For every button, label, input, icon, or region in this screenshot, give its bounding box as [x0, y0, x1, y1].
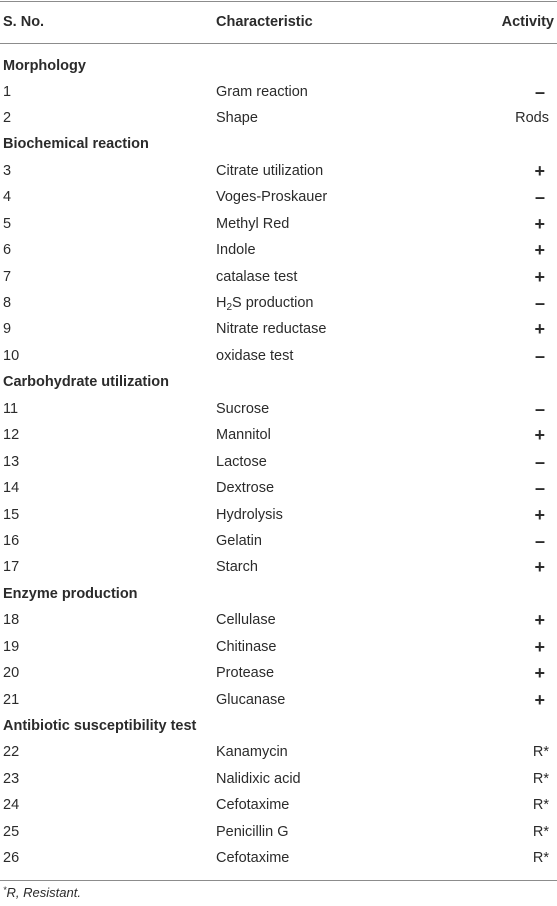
table-row: [0, 105, 557, 131]
row-number: 18: [3, 612, 20, 628]
table-row: [0, 660, 557, 686]
row-number: 22: [3, 744, 20, 760]
section-antibiotic-susceptibility: [0, 713, 557, 739]
table-row: [0, 792, 557, 818]
row-activity: –: [534, 187, 545, 207]
header-serial-number: S. No.: [3, 14, 45, 30]
characteristic-suffix: S production: [232, 295, 314, 311]
row-activity: –: [534, 399, 545, 419]
table-row: [0, 158, 557, 184]
section-morphology: [0, 53, 557, 79]
row-characteristic: Cefotaxime: [216, 797, 290, 813]
table-row: [0, 237, 557, 263]
row-activity: +: [534, 214, 545, 234]
row-number: 17: [3, 559, 20, 575]
row-activity: +: [534, 637, 545, 657]
row-characteristic: Protease: [216, 665, 275, 681]
row-activity: +: [534, 425, 545, 445]
table-row: [0, 554, 557, 580]
table-row: [0, 819, 557, 845]
row-number: 23: [3, 771, 20, 787]
row-number: 19: [3, 639, 20, 655]
row-number: 20: [3, 665, 20, 681]
table-top-rule: [0, 1, 557, 2]
row-number: 7: [3, 269, 12, 285]
section-carbohydrate-utilization: [0, 369, 557, 395]
table-header-row: [0, 9, 557, 35]
header-activity: Activity: [501, 14, 554, 30]
row-characteristic: Glucanase: [216, 692, 286, 708]
table-row: [0, 396, 557, 422]
row-activity: +: [534, 319, 545, 339]
row-number: 12: [3, 427, 20, 443]
row-activity: –: [534, 452, 545, 472]
row-activity: –: [534, 531, 545, 551]
row-activity: +: [534, 505, 545, 525]
row-activity: +: [534, 557, 545, 577]
row-activity: R*: [532, 771, 549, 787]
row-characteristic: Citrate utilization: [216, 163, 324, 179]
row-activity: +: [534, 610, 545, 630]
row-activity: –: [534, 478, 545, 498]
row-activity: –: [534, 82, 545, 102]
table-row: [0, 422, 557, 448]
row-characteristic: Dextrose: [216, 480, 275, 496]
header-characteristic: Characteristic: [216, 14, 313, 30]
footnote-text: R, Resistant.: [6, 885, 81, 900]
row-number: 14: [3, 480, 20, 496]
row-characteristic: Lactose: [216, 454, 267, 470]
table-row: [0, 316, 557, 342]
row-characteristic: Hydrolysis: [216, 507, 283, 523]
section-biochemical-reaction: [0, 131, 557, 157]
table-row: [0, 739, 557, 765]
row-activity: –: [534, 346, 545, 366]
table-row: [0, 687, 557, 713]
table-row: [0, 475, 557, 501]
row-characteristic: Penicillin G: [216, 824, 289, 840]
row-number: 6: [3, 242, 12, 258]
row-characteristic: catalase test: [216, 269, 298, 285]
characteristic-subscript: 2: [226, 302, 233, 313]
row-number: 1: [3, 84, 12, 100]
row-number: 21: [3, 692, 20, 708]
row-activity: +: [534, 240, 545, 260]
table-row: [0, 343, 557, 369]
row-characteristic: Gram reaction: [216, 84, 308, 100]
table-row: [0, 766, 557, 792]
row-number: 26: [3, 850, 20, 866]
characteristic-prefix: H: [216, 295, 227, 311]
section-label: Carbohydrate utilization: [3, 374, 169, 390]
table-row: [0, 845, 557, 871]
table-row: [0, 502, 557, 528]
table-row: [0, 290, 557, 316]
row-characteristic: Cellulase: [216, 612, 276, 628]
row-characteristic: Methyl Red: [216, 216, 290, 232]
table-header-rule: [0, 43, 557, 44]
row-activity: –: [534, 293, 545, 313]
section-enzyme-production: [0, 581, 557, 607]
row-characteristic: Nalidixic acid: [216, 771, 301, 787]
table-row: [0, 528, 557, 554]
table-bottom-rule: [0, 880, 557, 881]
row-activity: +: [534, 267, 545, 287]
row-activity: Rods: [515, 110, 549, 126]
section-label: Enzyme production: [3, 586, 138, 602]
table-row: [0, 79, 557, 105]
row-activity: R*: [532, 797, 549, 813]
table-footnote: [3, 885, 81, 900]
row-characteristic: Voges-Proskauer: [216, 189, 328, 205]
row-number: 24: [3, 797, 20, 813]
row-number: 5: [3, 216, 12, 232]
row-number: 2: [3, 110, 12, 126]
row-characteristic: Gelatin: [216, 533, 262, 549]
row-characteristic: Cefotaxime: [216, 850, 290, 866]
row-number: 15: [3, 507, 20, 523]
row-number: 4: [3, 189, 12, 205]
row-characteristic: Kanamycin: [216, 744, 288, 760]
table-row: [0, 264, 557, 290]
row-number: 25: [3, 824, 20, 840]
row-activity: +: [534, 690, 545, 710]
row-number: 9: [3, 321, 12, 337]
row-number: 16: [3, 533, 20, 549]
row-characteristic: Indole: [216, 242, 256, 258]
row-activity: R*: [532, 850, 549, 866]
table-row: [0, 607, 557, 633]
row-number: 3: [3, 163, 12, 179]
table-row: [0, 634, 557, 660]
row-characteristic: Mannitol: [216, 427, 271, 443]
table-row: [0, 184, 557, 210]
section-label: Antibiotic susceptibility test: [3, 718, 197, 734]
row-number: 13: [3, 454, 20, 470]
table-row: [0, 449, 557, 475]
row-activity: +: [534, 663, 545, 683]
row-characteristic: oxidase test: [216, 348, 294, 364]
row-characteristic: [216, 290, 313, 316]
row-characteristic: Sucrose: [216, 401, 270, 417]
row-activity: R*: [532, 824, 549, 840]
row-characteristic: Starch: [216, 559, 258, 575]
row-activity: +: [534, 161, 545, 181]
footnote-mark: *: [3, 885, 7, 895]
section-label: Biochemical reaction: [3, 136, 149, 152]
section-label: Morphology: [3, 58, 86, 74]
row-characteristic: Shape: [216, 110, 258, 126]
row-number: 11: [3, 401, 19, 417]
row-characteristic: Chitinase: [216, 639, 277, 655]
row-number: 10: [3, 348, 20, 364]
table-row: [0, 211, 557, 237]
row-characteristic: Nitrate reductase: [216, 321, 327, 337]
row-activity: R*: [532, 744, 549, 760]
row-number: 8: [3, 295, 12, 311]
